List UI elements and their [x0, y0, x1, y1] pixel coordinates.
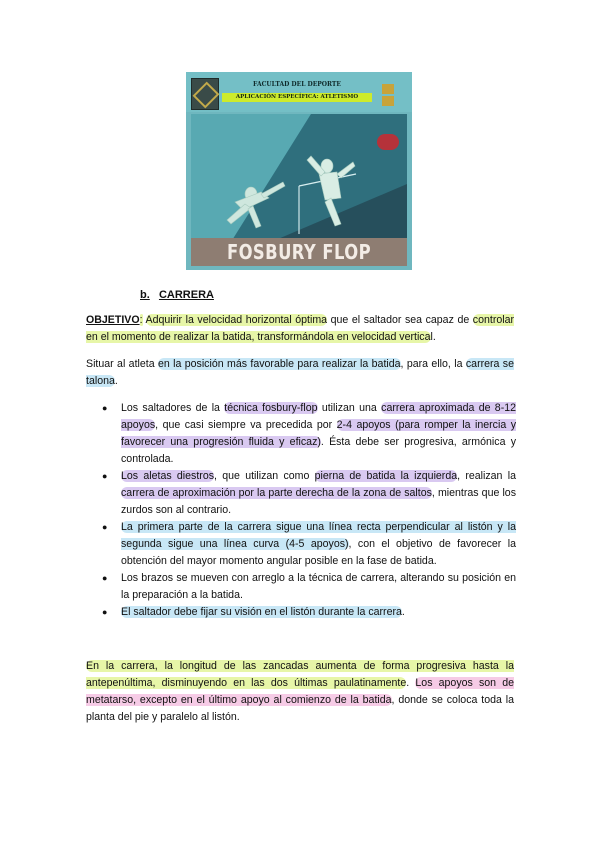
bullet-1-highlight-1: técnica fosbury-flop — [224, 402, 318, 414]
stride-text-2: , donde se coloca toda la planta del pie y paralelo al listón — [86, 694, 515, 723]
objective-label: OBJETIVO — [86, 314, 140, 326]
stride-highlight-2: Los apoyos son de metatarso, excepto en el último apoyo al comienzo de la batida — [86, 677, 515, 706]
situate-text-2: , para ello, la — [400, 358, 466, 370]
figure-header-line1: FACULTAD DEL DEPORTE — [253, 81, 341, 88]
section-heading — [140, 289, 214, 301]
figure-header — [186, 72, 412, 112]
stride-text-3: . — [236, 711, 240, 723]
bullet-1-text-2: utilizan una — [317, 402, 382, 414]
objective-highlight-2: controlar en el momento de realizar la batida, transformándola en velocidad vertica — [86, 314, 515, 343]
section-title: CARRERA — [158, 289, 214, 301]
figure-caption-band — [191, 238, 407, 266]
stride-highlight-1: En la carrera, la longitud de las zancadas aumenta de forma progresiva hasta la antepenúltima, disminuyendo en las dos últimas paulatinamente — [86, 660, 514, 689]
objective-highlight-1: Adquirir la velocidad horizontal óptima — [145, 314, 328, 326]
stride-text-1: . — [406, 677, 416, 689]
list-item — [104, 400, 516, 468]
bullet-1-highlight-2: carrera aproximada de 8-12 apoyos — [121, 402, 517, 431]
bullet-2-text-2: , realizan la — [457, 470, 516, 482]
situate-highlight-1: en la posición más favorable para realizar la batida — [157, 358, 401, 370]
bullet-2-text-3: , mientras que los zurdos son al contrario. — [121, 487, 516, 516]
situate-highlight-2: carrera se talona — [86, 358, 514, 387]
list-item — [104, 570, 516, 604]
situate-text-1: Situar al atleta — [86, 358, 158, 370]
figure-caption: FOSBURY FLOP — [226, 240, 372, 264]
figure-header-line2: APLICACIÓN ESPECÍFICA: ATLETISMO — [222, 93, 372, 102]
bullet-1-text-4: . Ésta debe ser progresiva, armónica y controlada. — [121, 436, 516, 465]
objective-text-2: que el saltador sea capaz de — [327, 314, 473, 326]
list-item — [104, 604, 516, 621]
list-item — [104, 468, 516, 519]
situate-paragraph — [86, 356, 514, 390]
bullet-2-highlight-2: pierna de batida la izquierda — [314, 470, 458, 482]
objective-text-4: l. — [430, 331, 436, 343]
stride-paragraph — [86, 658, 514, 726]
fosbury-flop-figure — [186, 72, 412, 270]
objective-paragraph — [86, 312, 514, 346]
situate-text-3: . — [114, 375, 118, 387]
carrera-bullet-list — [104, 400, 516, 621]
bullet-1-text-1: Los saltadores de la — [121, 402, 225, 414]
bullet-3-highlight-1: La primera parte de la carrera sigue una línea recta perpendicular al listón y la segunda sigue una línea curva (4-5 apoyos) — [121, 521, 516, 550]
list-item — [104, 519, 516, 570]
objective-colon: : — [139, 314, 143, 326]
section-letter: b. — [140, 289, 150, 301]
bullet-1-text-3: , que casi siempre va precedida por — [155, 419, 337, 431]
bullet-2-highlight-1: Los aletas diestros — [121, 470, 215, 482]
bullet-3-text-1: , con el objetivo de favorecer la obtención del mayor momento angular posible en la fase de batida. — [121, 538, 516, 567]
bullet-2-text-1: , que utilizan como — [214, 470, 315, 482]
faculty-logo-icon — [191, 78, 219, 110]
bullet-5-highlight-1: El saltador debe fijar su visión en el listón durante la carrera — [121, 606, 402, 618]
high-jump-illustration — [191, 114, 407, 242]
bullet-5-text-1: . — [401, 606, 405, 618]
university-crest-icon — [382, 84, 396, 108]
bullet-1-highlight-3: 2-4 apoyos (para romper la inercia y favorecer una progresión fluida y eficaz) — [121, 419, 516, 448]
bullet-4-text-1: Los brazos se mueven con arreglo a la técnica de carrera, alterando su posición en la preparación a la batida. — [121, 572, 516, 601]
bullet-2-highlight-3: carrera de aproximación por la parte derecha de la zona de saltos — [121, 487, 432, 499]
